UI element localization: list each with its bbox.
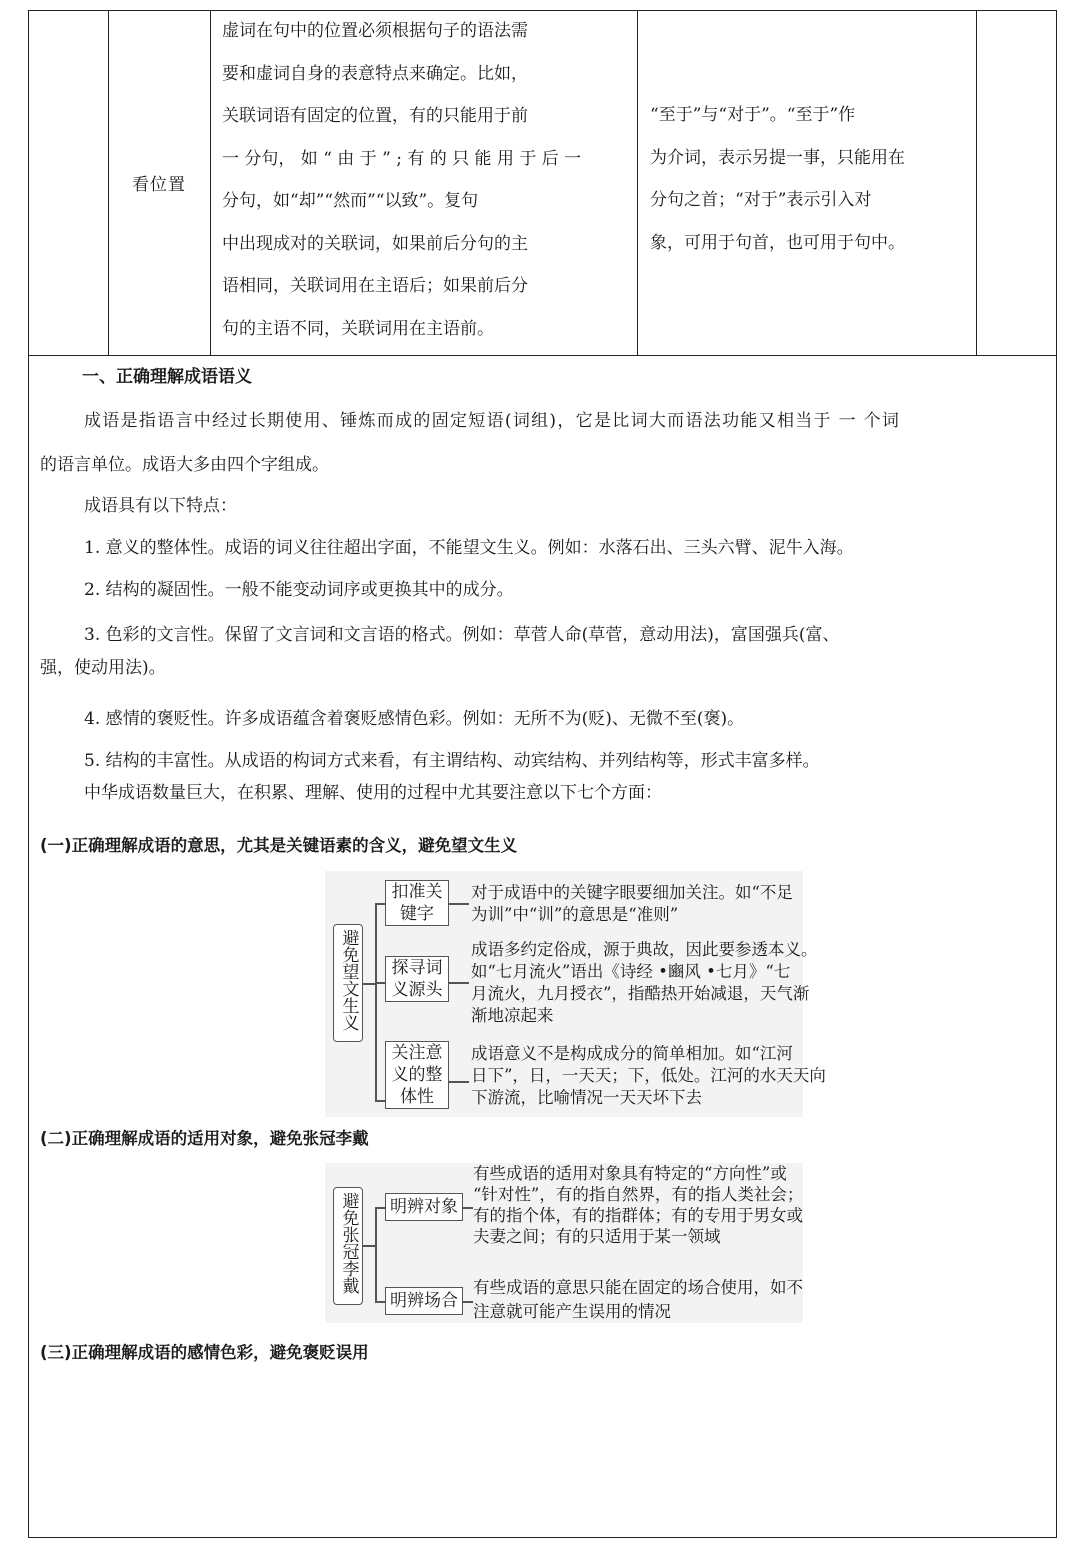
example-line: 分句之首；“对于”表示引入对 [650, 190, 872, 210]
connector-line [463, 1301, 473, 1303]
leaf-line: 夫妻之间；有的只适用于某一领域 [473, 1227, 721, 1246]
diagram-leaf [471, 939, 818, 1027]
diagram-root [333, 924, 363, 1042]
table-divider [637, 10, 638, 356]
table-row-label: 看位置 [132, 175, 186, 195]
subsection-heading: (一)正确理解成语的意思，尤其是关键语素的含义，避免望文生义 [40, 836, 518, 855]
branch-label: 明辨对象 [390, 1197, 458, 1217]
diagram-avoid-misapplication [325, 1163, 803, 1323]
connector-line [449, 982, 469, 984]
branch-label-line: 扣准关 [391, 882, 443, 902]
subsection-heading: (三)正确理解成语的感情色彩，避免褒贬误用 [40, 1343, 369, 1362]
intro-paragraph-line: 成语是指语言中经过长期使用、锤炼而成的固定短语(词组)，它是比词大而语法功能又相当于 一 个词 [84, 411, 901, 431]
features-lead: 成语具有以下特点： [84, 496, 237, 516]
diagram-branch [385, 956, 449, 1002]
diagram-avoid-literal-reading [325, 871, 826, 1117]
feature-item-continued: 强，使动用法)。 [40, 658, 166, 678]
explanation-line: 一 分句， 如 “ 由 于 ” ; 有 的 只 能 用 于 后 一 [222, 148, 582, 169]
feature-item: 2. 结构的凝固性。一般不能变动词序或更换其中的成分。 [84, 580, 514, 600]
diagram-root [333, 1187, 363, 1305]
leaf-line: 为训”中“训”的意思是“准则” [471, 905, 679, 924]
explanation-line: 句的主语不同，关联词用在主语前。 [222, 318, 494, 339]
branch-label-line: 键字 [400, 904, 434, 924]
diagram-branch [385, 880, 449, 926]
leaf-line: “针对性”，有的指自然界，有的指人类社会； [473, 1185, 804, 1204]
example-line: 象，可用于句首，也可用于句中。 [650, 232, 905, 253]
connector-line [463, 1207, 473, 1209]
summary-line: 中华成语数量巨大，在积累、理解、使用的过程中尤其要注意以下七个方面： [84, 783, 662, 803]
explanation-line: 中出现成对的关联词，如果前后分句的主 [222, 233, 528, 254]
feature-item: 4. 感情的褒贬性。许多成语蕴含着褒贬感情色彩。例如：无所不为(贬)、无微不至(褒)。 [84, 709, 745, 729]
table-divider [210, 10, 211, 356]
feature-item: 1. 意义的整体性。成语的词义往往超出字面，不能望文生义。例如：水落石出、三头六臂、泥牛入海。 [84, 538, 854, 558]
explanation-line: 语相同，关联词用在主语后；如果前后分 [222, 276, 528, 296]
connector-line [449, 1081, 469, 1083]
branch-label: 明辨场合 [390, 1291, 458, 1311]
diagram-leaf [473, 1276, 803, 1324]
leaf-line: 注意就可能产生误用的情况 [473, 1302, 671, 1321]
connector-line [449, 903, 469, 905]
leaf-line: 有的指个体，有的指群体；有的专用于男女或 [473, 1206, 803, 1225]
section-heading: 一、正确理解成语语义 [82, 367, 252, 387]
connector-line [375, 903, 377, 1101]
diagram-branch [385, 1287, 463, 1315]
diagram-root-label: 避免张冠李戴 [338, 1192, 359, 1294]
intro-paragraph-line: 的语言单位。成语大多由四个字组成。 [40, 455, 329, 475]
table-example [650, 98, 970, 268]
example-line: 为介词，表示另提一事，只能用在 [650, 147, 905, 168]
explanation-line: 分句，如“却”“然而”“以致”。复句 [222, 191, 479, 211]
explanation-line: 关联词语有固定的位置，有的只能用于前 [222, 106, 528, 126]
table-explanation [222, 16, 632, 356]
connector-line [375, 1207, 377, 1303]
leaf-line: 成语意义不是构成成分的简单相加。如“江河 [471, 1044, 793, 1063]
branch-label-line: 体性 [400, 1087, 434, 1107]
branch-label-line: 探寻词 [391, 958, 443, 978]
leaf-line: 如“七月流火”语出《诗经 •豳风 •七月》“七 [471, 962, 791, 981]
diagram-leaf [473, 1163, 803, 1247]
leaf-line: 日下”，日，一天天；下，低处。江河的水天天向 [471, 1066, 826, 1085]
diagram-branch [385, 1193, 463, 1221]
diagram-leaf [471, 1043, 826, 1109]
leaf-line: 有些成语的意思只能在固定的场合使用，如不 [473, 1278, 803, 1297]
branch-label-line: 关注意 [391, 1043, 443, 1063]
branch-label-line: 义的整 [391, 1065, 443, 1085]
diagram-leaf [471, 882, 793, 926]
diagram-root-label: 避免望文生义 [338, 929, 359, 1031]
diagram-branch [385, 1041, 449, 1109]
leaf-line: 下游流，比喻情况一天天坏下去 [471, 1088, 702, 1107]
feature-item: 3. 色彩的文言性。保留了文言词和文言语的格式。例如：草菅人命(草菅，意动用法)，富国强兵(富、 [84, 625, 840, 645]
example-line: “至于”与“对于”。“至于”作 [650, 105, 856, 125]
explanation-line: 虚词在句中的位置必须根据句子的语法需 [222, 21, 528, 41]
leaf-line: 渐地凉起来 [471, 1006, 554, 1025]
leaf-line: 月流火，九月授衣”，指酷热开始减退，天气渐 [471, 984, 810, 1003]
feature-item: 5. 结构的丰富性。从成语的构词方式来看，有主谓结构、动宾结构、并列结构等，形式丰富多样。 [84, 751, 820, 771]
explanation-line: 要和虚词自身的表意特点来确定。比如， [222, 63, 528, 84]
leaf-line: 成语多约定俗成，源于典故，因此要参透本义。 [471, 940, 818, 959]
subsection-heading: (二)正确理解成语的适用对象，避免张冠李戴 [40, 1129, 369, 1148]
leaf-line: 有些成语的适用对象具有特定的“方向性”或 [473, 1164, 787, 1183]
branch-label-line: 义源头 [391, 980, 443, 1000]
leaf-line: 对于成语中的关键字眼要细加关注。如“不足 [471, 883, 793, 902]
table-divider [976, 10, 977, 356]
